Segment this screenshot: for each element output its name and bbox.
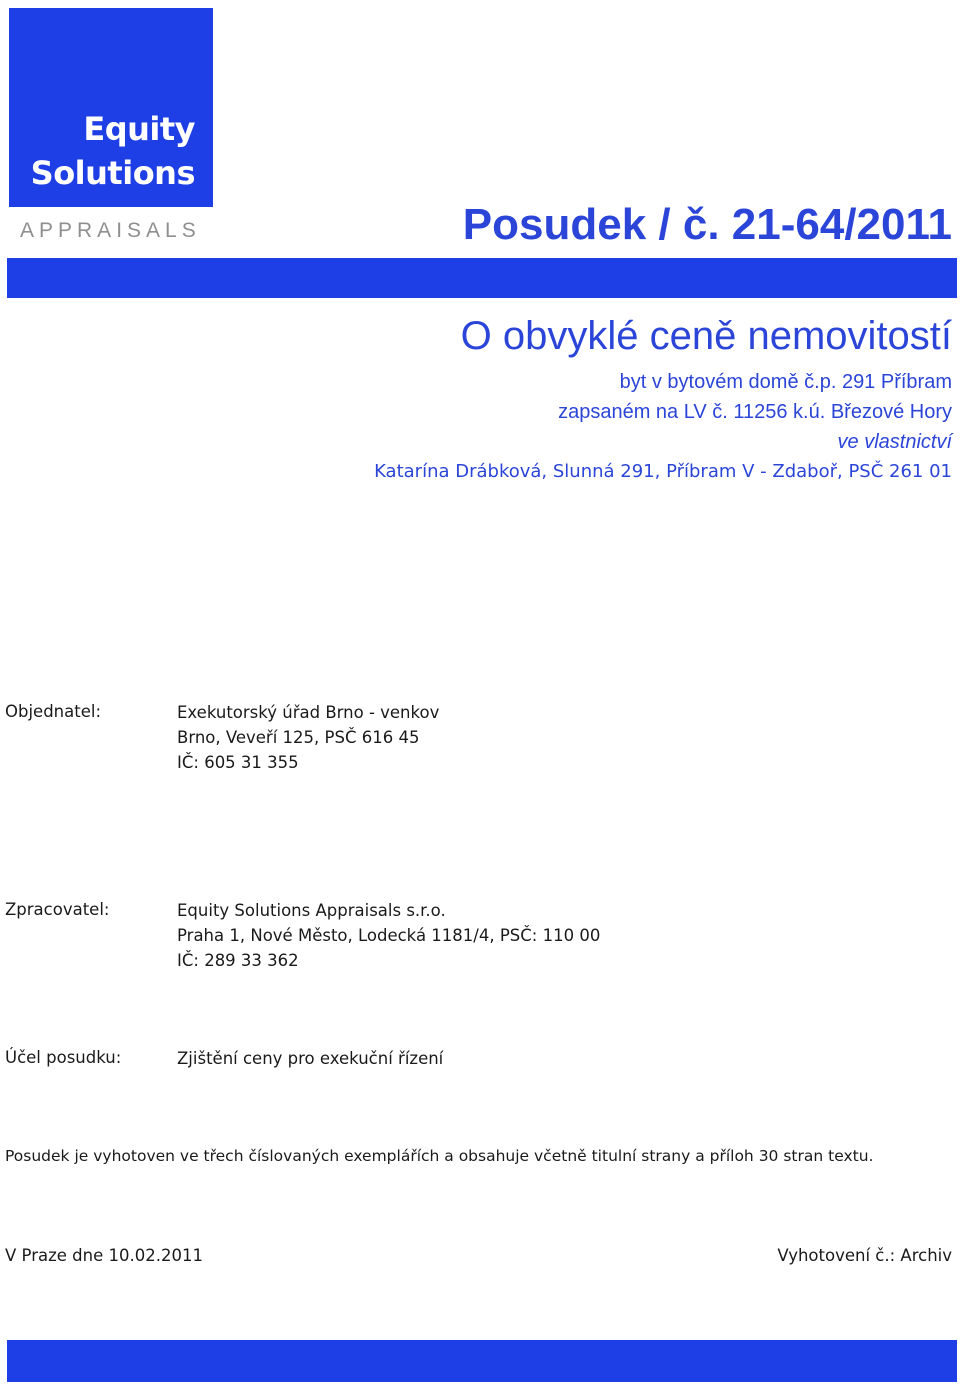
bottom-divider-band bbox=[7, 1340, 957, 1382]
subject-line-4: Katarína Drábková, Slunná 291, Příbram V - Zdaboř, PSČ 261 01 bbox=[374, 461, 952, 482]
client-name: Exekutorský úřad Brno - venkov bbox=[177, 703, 440, 722]
place-and-date: V Praze dne 10.02.2011 bbox=[5, 1246, 203, 1265]
report-title: Posudek / č. 21-64/2011 bbox=[462, 200, 952, 249]
processor-details bbox=[177, 898, 600, 973]
company-logo bbox=[9, 8, 213, 207]
subject-heading: O obvyklé ceně nemovitostí bbox=[460, 314, 952, 358]
copy-number: Vyhotovení č.: Archiv bbox=[777, 1246, 952, 1265]
purpose-value: Zjištění ceny pro exekuční řízení bbox=[177, 1049, 444, 1068]
processor-address: Praha 1, Nové Město, Lodecká 1181/4, PSČ: 110 00 bbox=[177, 926, 601, 945]
subject-line-1: byt v bytovém domě č.p. 291 Příbram bbox=[619, 371, 952, 393]
client-label: Objednatel: bbox=[5, 702, 102, 721]
client-details bbox=[177, 700, 439, 775]
client-address: Brno, Veveří 125, PSČ 616 45 bbox=[177, 728, 420, 747]
logo-text bbox=[31, 107, 195, 195]
report-note: Posudek je vyhotoven ve třech číslovaných exemplářích a obsahuje včetně titulní strany a příloh 30 stran textu. bbox=[5, 1147, 874, 1165]
client-ic: IČ: 605 31 355 bbox=[177, 753, 299, 772]
logo-line-1: Equity bbox=[83, 110, 195, 148]
top-divider-band bbox=[7, 258, 957, 298]
logo-tagline: APPRAISALS bbox=[20, 219, 201, 242]
purpose-label: Účel posudku: bbox=[5, 1048, 122, 1067]
processor-label: Zpracovatel: bbox=[5, 900, 110, 919]
processor-ic: IČ: 289 33 362 bbox=[177, 951, 299, 970]
processor-name: Equity Solutions Appraisals s.r.o. bbox=[177, 901, 446, 920]
subject-line-3: ve vlastnictví bbox=[837, 431, 952, 453]
logo-line-2: Solutions bbox=[30, 154, 195, 192]
subject-line-2: zapsaném na LV č. 11256 k.ú. Březové Hory bbox=[558, 401, 952, 423]
